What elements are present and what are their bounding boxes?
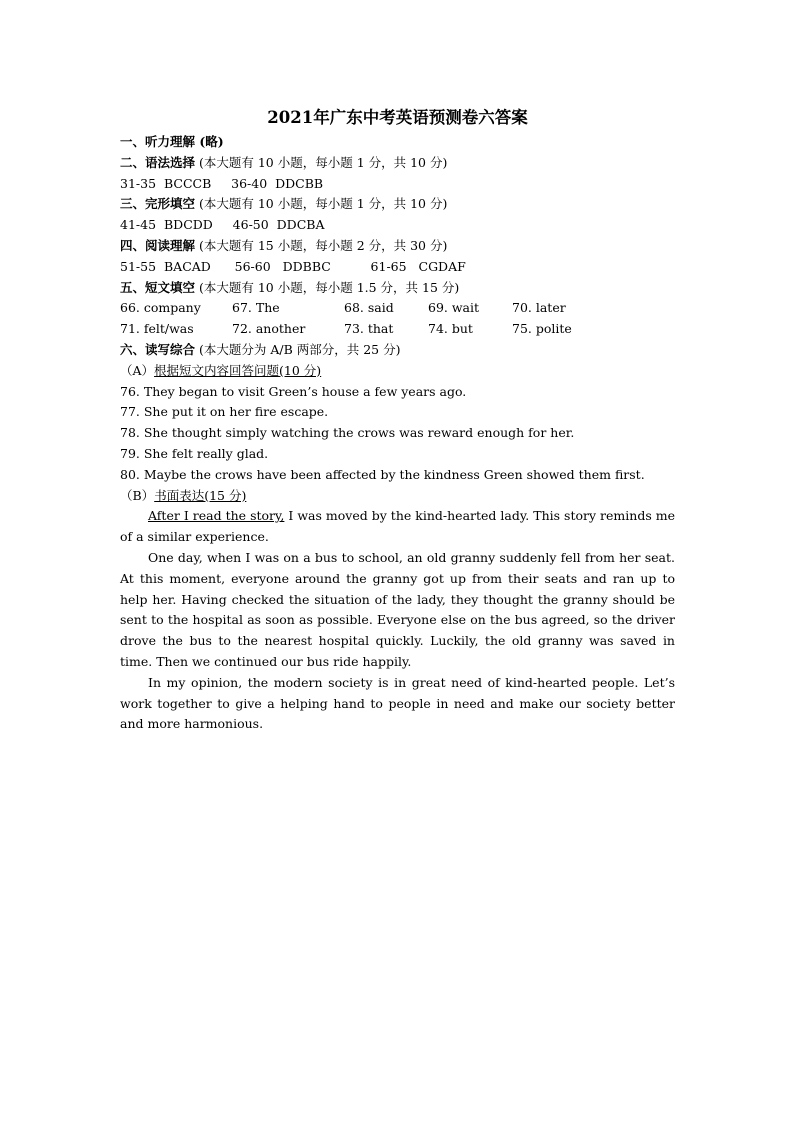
fill-answers-row-2 (120, 319, 675, 340)
page-title: 2021年广东中考英语预测卷六答案 (267, 108, 528, 127)
essay-underlined-phrase: After I read the story, (148, 508, 285, 524)
part-a-heading (120, 361, 675, 382)
fill-answer: 69. wait (428, 300, 480, 316)
fill-answer: 74. but (428, 321, 473, 337)
section-listening-heading: 一、听力理解 (略) (120, 134, 224, 149)
fill-answer: 72. another (232, 321, 306, 337)
cloze-answers (120, 215, 675, 236)
section-scoring-note: (本大题分为 A/B 两部分，共 25 分) (195, 341, 401, 357)
section-heading-label: 四、阅读理解 (120, 237, 196, 253)
grammar-answers (120, 174, 675, 195)
answer-text: 51-55 BACAD 56-60 DDBBC 61-65 CGDAF (120, 258, 466, 274)
reading-answers (120, 257, 675, 278)
part-b-heading (120, 486, 675, 507)
fill-answer: 71. felt/was (120, 321, 194, 337)
section-scoring-note: (本大题有 10 小题，每小题 1 分，共 10 分) (195, 196, 448, 212)
section-scoring-note: (本大题有 10 小题，每小题 1.5 分，共 15 分) (195, 279, 460, 295)
section-cloze-heading (120, 194, 675, 215)
section-heading-label: 二、语法选择 (120, 154, 196, 170)
fill-answer: 66. company (120, 300, 201, 316)
section-heading-label: 五、短文填空 (120, 279, 196, 295)
part-b-title: 书面表达(15 分) (154, 487, 247, 503)
section-scoring-note: (本大题有 15 小题，每小题 2 分，共 30 分) (195, 237, 448, 253)
fill-answer: 75. polite (512, 321, 572, 337)
part-a-title: 根据短文内容回答问题(10 分) (154, 362, 322, 378)
section-heading-label: 六、读写综合 (120, 341, 196, 357)
section-reading-heading (120, 236, 675, 257)
answer-76: 76. They began to visit Green’s house a few years ago. (120, 383, 467, 399)
answer-sheet (120, 106, 675, 735)
fill-answer: 67. The (232, 300, 280, 316)
essay-paragraph-3: In my opinion, the modern society is in great need of kind-hearted people. Let’s work together to give a helping hand to people in need and make our society better and more harmonious. (120, 674, 675, 732)
essay-paragraph-2: One day, when I was on a bus to school, an old granny suddenly fell from her seat. At this moment, everyone around the granny got up from their seats and ran up to help her. Having checked the situation of the lady, they thought the granny should be sent to the hospital as soon as possible. Everyone else on the bus agreed, so the driver drove the bus to the nearest hospital quickly. Luckily, the old granny was saved in time. Then we continued our bus ride happily. (120, 549, 675, 669)
answer-79: 79. She felt really glad. (120, 445, 269, 461)
answer-text: 41-45 BDCDD 46-50 DDCBA (120, 217, 325, 233)
section-scoring-note: (本大题有 10 小题，每小题 1 分，共 10 分) (195, 154, 448, 170)
answer-text: 31-35 BCCCB 36-40 DDCBB (120, 175, 324, 191)
fill-answer: 70. later (512, 300, 566, 316)
fill-answer: 68. said (344, 300, 394, 316)
part-b-prefix: （B） (120, 487, 155, 503)
answer-78: 78. She thought simply watching the crows was reward enough for her. (120, 425, 575, 441)
fill-answers-row-1 (120, 298, 675, 319)
section-fill-heading (120, 278, 675, 299)
answer-80: 80. Maybe the crows have been affected by the kindness Green showed them first. (120, 466, 645, 482)
fill-answer: 73. that (344, 321, 394, 337)
essay-paragraph-1-text: I was moved by the kind-hearted lady. This story reminds me of a similar experience. (120, 508, 675, 545)
essay-paragraph-1 (120, 506, 675, 548)
section-writing-heading (120, 340, 675, 361)
section-grammar-heading (120, 153, 675, 174)
section-heading-label: 三、完形填空 (120, 196, 196, 212)
answer-77: 77. She put it on her fire escape. (120, 404, 329, 420)
part-a-prefix: （A） (120, 362, 155, 378)
